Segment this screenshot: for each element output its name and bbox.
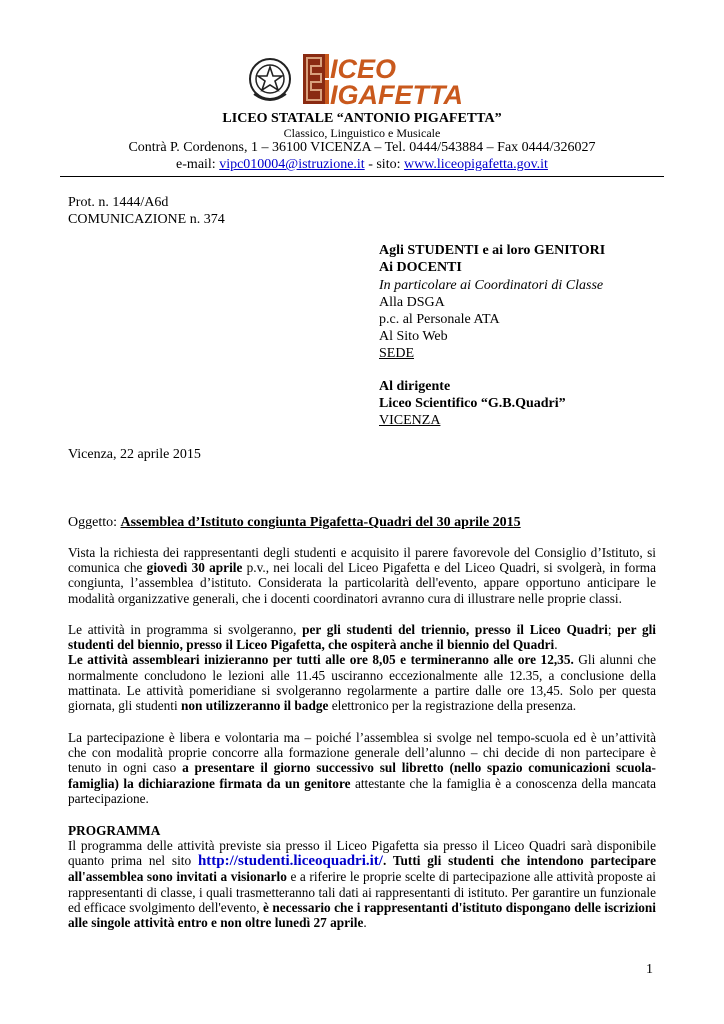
letter-date: Vicenza, 22 aprile 2015 bbox=[68, 447, 201, 462]
programma-heading: PROGRAMMA bbox=[68, 823, 161, 838]
recipient-line: Alla DSGA bbox=[379, 295, 445, 310]
subject-line bbox=[68, 514, 521, 531]
email-label: e-mail: bbox=[176, 157, 220, 172]
header-divider bbox=[60, 176, 664, 177]
protocol-number: Prot. n. 1444/A6d bbox=[68, 195, 169, 210]
recipient-line: SEDE bbox=[379, 346, 414, 361]
text-run-bold: è necessario che i rappresentanti d'istituto dispongano delle iscrizioni alle singole attività entro e non oltre lunedì 27 aprile bbox=[68, 899, 657, 931]
school-title: LICEO STATALE “ANTONIO PIGAFETTA” bbox=[222, 111, 502, 126]
liceo-pigafetta-logo-icon bbox=[248, 50, 468, 108]
text-run: La partecipazione è libera e volontaria ma – poiché l’assemblea si svolge nel tempo-scuola ed è un’attività che con modalità proprie concorre alla formazione generale dell’alunno – chi decide di non partecipare è tenuto in ogni caso bbox=[68, 730, 656, 776]
text-run: ; bbox=[607, 622, 618, 637]
page-number: 1 bbox=[646, 962, 653, 977]
paragraph-schedule bbox=[68, 622, 656, 713]
recipient-line: Al dirigente bbox=[379, 379, 451, 394]
recipient-line: Agli STUDENTI e ai loro GENITORI bbox=[379, 243, 606, 258]
text-run: . bbox=[363, 915, 367, 931]
recipient-line: p.c. al Personale ATA bbox=[379, 312, 500, 327]
header-logos bbox=[248, 50, 468, 108]
text-run: Gli alunni che normalmente concludono le lezioni alle 11.45 usciranno eccezionalmente alle 12.35, a conclusione della mattinata. Le attività pomeridiane si svolgeranno regolarmente a partire dalle ore 13,45. Solo per questa giornata, gli studenti bbox=[68, 652, 656, 714]
text-run-bold: giovedì 30 aprile bbox=[146, 560, 243, 576]
recipient-line: Ai DOCENTI bbox=[379, 260, 462, 275]
text-run-bold: a presentare il giorno successivo sul libretto (nello spazio comunicazioni scuola-famiglia) la dichiarazione firmata da un genitore bbox=[68, 760, 656, 791]
paragraph-programma bbox=[68, 838, 656, 930]
recipient-line: In particolare ai Coordinatori di Classe bbox=[379, 278, 604, 293]
text-run-bold: per gli studenti del triennio, presso il Liceo Quadri bbox=[302, 622, 608, 637]
students-site-link[interactable]: http://studenti.liceoquadri.it/ bbox=[197, 853, 383, 870]
subject-label: Oggetto: bbox=[68, 515, 121, 530]
school-address: Contrà P. Cordenons, 1 – 36100 VICENZA – Tel. 0444/543884 – Fax 0444/326027 bbox=[128, 140, 596, 155]
text-run-bold: . Tutti gli studenti che intendono partecipare all'assemblea sono invitati a visionarlo bbox=[68, 853, 656, 885]
text-run: . bbox=[554, 637, 558, 653]
text-run-bold: per gli studenti del biennio, presso il Liceo Pigafetta, che ospiterà anche il biennio del Quadri bbox=[68, 622, 656, 653]
text-run: elettronico per la registrazione della presenza. bbox=[328, 698, 577, 714]
recipient-line: VICENZA bbox=[379, 413, 441, 428]
site-link[interactable]: www.liceopigafetta.gov.it bbox=[403, 157, 548, 172]
school-contacts bbox=[60, 157, 664, 173]
text-run: e a riferire le proprie scelte di partecipazione alle attività proposte ai rappresentanti di classe, i quali trasmetteranno tali dati ai rappresentanti di istituto. Per garantire un funzionale ed efficace svolgimento dell'evento, bbox=[68, 869, 656, 915]
recipient-line: Al Sito Web bbox=[379, 329, 448, 344]
text-run-bold: non utilizzeranno il badge bbox=[181, 698, 329, 714]
site-label: - sito: bbox=[364, 157, 404, 172]
text-run: Il programma delle attività previste sia presso il Liceo Pigafetta sia presso il Liceo Quadri sarà disponibile quanto prima nel sito bbox=[68, 838, 656, 869]
svg-text:ICEO: ICEO bbox=[330, 54, 397, 84]
communication-number: COMUNICAZIONE n. 374 bbox=[68, 212, 225, 227]
text-run-bold: Le attività assembleari inizieranno per tutti alle ore 8,05 e termineranno alle ore 12,35. bbox=[68, 652, 574, 668]
text-run: Le attività in programma si svolgeranno, bbox=[68, 622, 303, 637]
paragraph-intro bbox=[68, 545, 656, 606]
paragraph-participation bbox=[68, 730, 656, 806]
school-subtitle: Classico, Linguistico e Musicale bbox=[283, 126, 441, 140]
recipient-line: Liceo Scientifico “G.B.Quadri” bbox=[379, 396, 566, 411]
text-run: attestante che la famiglia è a conoscenza della mancata partecipazione. bbox=[68, 775, 656, 806]
text-run: Vista la richiesta dei rappresentanti degli studenti e acquisito il parere favorevole del Consiglio d’Istituto, si comunica che bbox=[68, 545, 656, 576]
subject-text: Assemblea d’Istituto congiunta Pigafetta-Quadri del 30 aprile 2015 bbox=[120, 515, 521, 530]
svg-text:IGAFETTA: IGAFETTA bbox=[330, 80, 463, 108]
text-run: p.v., nei locali del Liceo Pigafetta e del Liceo Quadri, si svolgerà, in forma congiunta, l’assemblea d’istituto. Considerata la particolarità dell'evento, appare opportuno anticipare le modalità organizzative generali, che i docenti coordinatori avranno cura di illustrare nelle proprie classi. bbox=[68, 560, 657, 606]
email-link[interactable]: vipc010004@istruzione.it bbox=[219, 157, 365, 172]
